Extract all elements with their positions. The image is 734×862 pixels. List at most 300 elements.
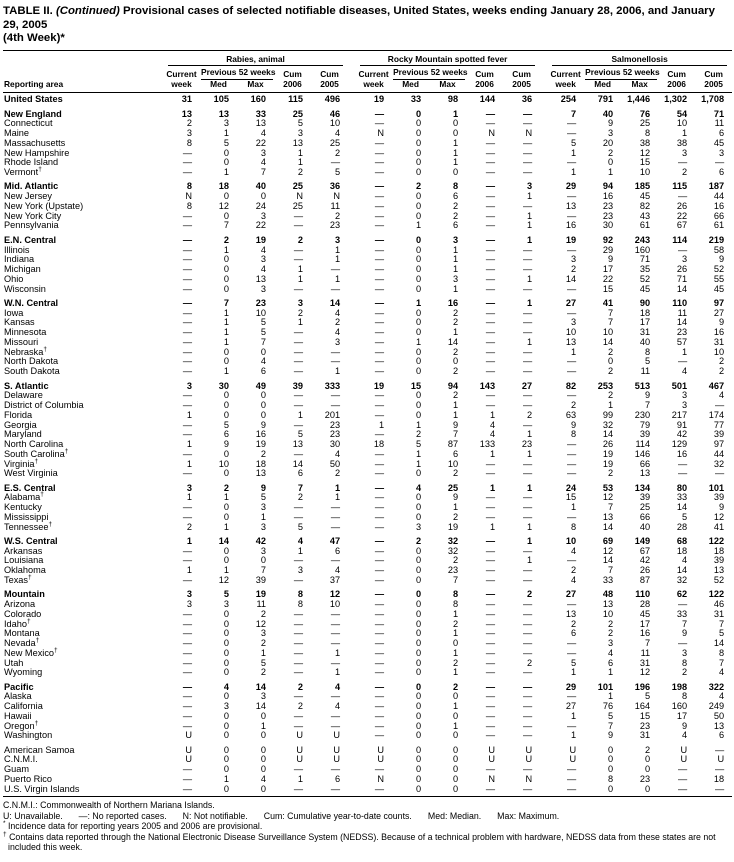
- value-cell: 2: [452, 618, 459, 629]
- value-cell: 18: [255, 458, 266, 469]
- reporting-area-cell: New York City: [4, 210, 62, 221]
- value-cell: N: [525, 128, 533, 139]
- value-cell: —: [374, 327, 385, 338]
- value-cell: 1: [527, 482, 533, 493]
- value-cell: —: [374, 521, 385, 532]
- value-cell: 19: [447, 521, 459, 532]
- value-cell: —: [182, 273, 192, 284]
- value-cell: 9: [645, 390, 651, 401]
- value-cell: —: [374, 244, 385, 255]
- legend-item: U: Unavailable.: [3, 810, 63, 821]
- value-cell: —: [182, 647, 192, 658]
- table-row: [3, 430, 732, 440]
- value-cell: —: [374, 336, 385, 347]
- group-gap: [348, 722, 355, 732]
- value-cell: —: [293, 220, 303, 231]
- value-cell: —: [485, 283, 496, 294]
- value-cell: 0: [452, 638, 459, 649]
- value-cell: —: [293, 638, 303, 649]
- dagger-marker: †: [40, 491, 44, 499]
- group-gap: [348, 168, 355, 178]
- group-gap: [348, 566, 355, 576]
- value-cell: —: [485, 783, 496, 794]
- value-cell: 0: [415, 691, 422, 702]
- value-cell: 6: [223, 429, 229, 440]
- value-cell: —: [522, 283, 533, 294]
- value-cell: 144: [479, 94, 496, 105]
- value-cell: 18: [218, 181, 229, 192]
- group-gap: [540, 450, 547, 460]
- reporting-area-cell: Tennessee†: [4, 520, 53, 532]
- value-cell: 0: [452, 764, 459, 775]
- group-gap: [540, 338, 547, 348]
- value-cell: —: [293, 448, 303, 459]
- dagger-marker: †: [34, 719, 39, 727]
- value-cell: 164: [634, 701, 651, 712]
- value-cell: 26: [602, 439, 614, 449]
- table-row: [3, 712, 732, 722]
- col-header-prev52: Previous 52 weeks: [392, 66, 466, 80]
- reporting-area-cell: Montana: [4, 628, 40, 639]
- value-cell: 66: [713, 210, 725, 221]
- value-cell: 4: [260, 356, 266, 367]
- value-cell: 29: [565, 681, 577, 692]
- value-cell: 7: [223, 297, 229, 308]
- title-continued: (Continued): [55, 5, 120, 17]
- group-gap: [348, 348, 355, 358]
- value-cell: 18: [639, 307, 651, 318]
- value-cell: 333: [324, 380, 341, 391]
- reporting-area-cell: Illinois: [4, 244, 30, 255]
- table-row: [3, 440, 732, 450]
- value-cell: 15: [639, 710, 651, 721]
- value-cell: —: [374, 589, 385, 600]
- value-cell: 45: [639, 283, 651, 294]
- value-cell: 0: [415, 574, 422, 585]
- table-row: [3, 586, 732, 600]
- table-row: [3, 765, 732, 775]
- value-cell: —: [182, 574, 192, 585]
- value-cell: 1: [527, 220, 533, 231]
- group-gap: [540, 566, 547, 576]
- value-cell: 2: [452, 511, 459, 522]
- value-cell: 1: [415, 220, 422, 231]
- value-cell: 3: [186, 380, 192, 391]
- col-header-2005: 2005: [503, 80, 540, 93]
- value-cell: 0: [415, 618, 422, 629]
- title-week-line: (4th Week)*: [3, 32, 65, 45]
- value-cell: 13: [713, 720, 725, 731]
- table-row: [3, 294, 732, 308]
- value-cell: 501: [671, 380, 688, 391]
- value-cell: 0: [415, 783, 422, 794]
- value-cell: 0: [645, 754, 651, 765]
- value-cell: —: [374, 608, 385, 619]
- group-gap: [540, 348, 547, 358]
- table-row: [3, 309, 732, 319]
- value-cell: 33: [676, 492, 688, 503]
- value-cell: —: [566, 128, 577, 139]
- group-gap: [348, 202, 355, 212]
- value-cell: —: [293, 618, 303, 629]
- value-cell: U: [296, 744, 303, 755]
- value-cell: —: [485, 589, 496, 600]
- value-cell: —: [330, 608, 341, 619]
- value-cell: 23: [329, 220, 341, 231]
- dagger-marker: †: [28, 573, 32, 581]
- value-cell: 4: [334, 128, 341, 139]
- group-gap: [348, 639, 355, 649]
- value-cell: —: [182, 234, 192, 245]
- value-cell: —: [374, 468, 385, 479]
- value-cell: 5: [719, 628, 725, 639]
- value-cell: —: [485, 681, 496, 692]
- group-gap: [540, 741, 547, 755]
- table-row: [3, 741, 732, 755]
- value-cell: 9: [571, 419, 577, 430]
- value-cell: 7: [608, 317, 614, 328]
- footnote-asterisk: * Incidence data for reporting years 2005 and 2006 are provisional.: [3, 820, 263, 832]
- value-cell: —: [374, 681, 385, 692]
- value-cell: 9: [452, 419, 459, 430]
- value-cell: 36: [329, 181, 341, 192]
- value-cell: 9: [608, 254, 614, 265]
- value-cell: 2: [527, 409, 533, 420]
- value-cell: 5: [260, 657, 266, 668]
- value-cell: 3: [682, 147, 688, 158]
- table-row: [3, 639, 732, 649]
- value-cell: —: [566, 191, 577, 202]
- value-cell: 2: [452, 681, 459, 692]
- value-cell: —: [485, 511, 496, 522]
- value-cell: —: [522, 783, 533, 794]
- value-cell: 38: [676, 137, 688, 148]
- reporting-area-cell: New Hampshire: [4, 147, 70, 158]
- value-cell: 25: [292, 108, 303, 119]
- value-cell: —: [374, 307, 385, 318]
- table-row: [3, 92, 732, 105]
- value-cell: 1: [452, 108, 459, 119]
- value-cell: 0: [415, 210, 422, 221]
- value-cell: 50: [713, 710, 725, 721]
- value-cell: U: [185, 730, 192, 741]
- value-cell: 3: [186, 128, 192, 139]
- value-cell: 5: [260, 492, 266, 503]
- reporting-area-cell: Michigan: [4, 264, 41, 275]
- table-row: [3, 731, 732, 741]
- value-cell: 4: [571, 574, 577, 585]
- value-cell: 1: [682, 346, 688, 357]
- value-cell: 17: [602, 264, 614, 275]
- value-cell: —: [182, 390, 192, 401]
- value-cell: 10: [329, 118, 341, 129]
- group-gap: [348, 460, 355, 470]
- table-row: [3, 285, 732, 295]
- value-cell: —: [182, 254, 192, 265]
- value-cell: 7: [297, 482, 303, 493]
- value-cell: 0: [415, 657, 422, 668]
- group-gap: [540, 610, 547, 620]
- value-cell: 2: [682, 167, 688, 178]
- value-cell: —: [522, 147, 533, 158]
- value-cell: —: [566, 468, 577, 479]
- value-cell: —: [374, 720, 385, 731]
- value-cell: —: [566, 599, 577, 610]
- value-cell: 7: [608, 720, 614, 731]
- value-cell: 22: [602, 273, 614, 284]
- value-cell: 2: [719, 366, 725, 377]
- value-cell: —: [182, 356, 192, 367]
- value-cell: —: [374, 317, 385, 328]
- value-cell: 31: [181, 94, 192, 105]
- value-cell: 0: [260, 710, 266, 721]
- value-cell: 1: [297, 273, 303, 284]
- value-cell: —: [374, 458, 385, 469]
- value-cell: 23: [329, 419, 341, 430]
- legend-item: Cum: Cumulative year-to-date counts.: [263, 810, 412, 821]
- group-gap: [540, 66, 547, 80]
- group-gap: [348, 192, 355, 202]
- value-cell: 143: [479, 380, 496, 391]
- value-cell: 1: [415, 336, 422, 347]
- group-label: Rocky Mountain spotted fever: [360, 55, 535, 67]
- value-cell: —: [485, 390, 496, 401]
- value-cell: 76: [602, 701, 614, 712]
- table-row: [3, 401, 732, 411]
- table-row: [3, 158, 732, 168]
- group-gap: [348, 712, 355, 722]
- value-cell: —: [293, 667, 303, 678]
- value-cell: —: [374, 535, 385, 546]
- value-cell: 2: [452, 390, 459, 401]
- value-cell: —: [182, 657, 192, 668]
- group-gap: [540, 600, 547, 610]
- group-gap: [348, 377, 355, 391]
- value-cell: —: [485, 535, 496, 546]
- value-cell: 1: [452, 502, 459, 513]
- value-cell: —: [485, 356, 496, 367]
- value-cell: 0: [415, 118, 422, 129]
- value-cell: U: [185, 754, 192, 765]
- col-header-2006: 2006: [466, 80, 503, 93]
- value-cell: 8: [719, 647, 725, 658]
- value-cell: 253: [597, 380, 614, 391]
- value-cell: 3: [223, 701, 229, 712]
- value-cell: 1: [452, 283, 459, 294]
- value-cell: 25: [292, 200, 303, 211]
- value-cell: 4: [719, 390, 725, 401]
- col-header-max: Max: [237, 80, 274, 93]
- value-cell: —: [566, 647, 577, 658]
- value-cell: —: [330, 400, 341, 410]
- dagger-marker: †: [34, 457, 39, 465]
- group-label: Salmonellosis: [552, 55, 727, 67]
- col-header-max: Max: [429, 80, 466, 93]
- value-cell: 0: [415, 681, 422, 692]
- value-cell: 37: [329, 574, 341, 585]
- value-cell: U: [525, 744, 533, 755]
- table-row: [3, 556, 732, 566]
- value-cell: 0: [223, 448, 229, 459]
- value-cell: 2: [334, 317, 341, 328]
- value-cell: 52: [713, 574, 725, 585]
- value-cell: 24: [565, 482, 577, 493]
- value-cell: —: [374, 647, 385, 658]
- value-cell: 1: [260, 720, 266, 731]
- value-cell: 4: [489, 419, 496, 430]
- value-cell: 1: [527, 535, 533, 546]
- reporting-area-cell: Pacific: [4, 681, 34, 692]
- value-cell: 8: [452, 589, 459, 600]
- value-cell: 25: [447, 482, 459, 493]
- value-cell: 0: [415, 628, 422, 639]
- value-cell: 4: [682, 730, 688, 741]
- table-row: [3, 722, 732, 732]
- value-cell: 13: [639, 468, 651, 479]
- value-cell: —: [182, 429, 192, 440]
- value-cell: 1: [452, 254, 459, 265]
- value-cell: 3: [223, 118, 229, 129]
- group-gap: [540, 702, 547, 712]
- value-cell: —: [374, 599, 385, 610]
- value-cell: 32: [676, 574, 688, 585]
- group-gap: [540, 659, 547, 669]
- value-cell: 322: [708, 681, 725, 692]
- value-cell: 5: [297, 429, 303, 440]
- reporting-area-cell: American Samoa: [4, 744, 75, 755]
- value-cell: —: [293, 710, 303, 721]
- value-cell: 6: [452, 220, 459, 231]
- group-gap: [540, 785, 547, 797]
- reporting-area-cell: Missouri: [4, 336, 39, 347]
- value-cell: 467: [708, 380, 725, 391]
- value-cell: 0: [415, 589, 422, 600]
- reporting-area-cell: Kansas: [4, 317, 35, 328]
- value-cell: 2: [452, 346, 459, 357]
- value-cell: 14: [602, 521, 614, 532]
- reporting-area-cell: District of Columbia: [4, 400, 84, 410]
- value-cell: 1: [452, 647, 459, 658]
- value-cell: —: [182, 608, 192, 619]
- value-cell: 1: [223, 317, 229, 328]
- value-cell: —: [485, 492, 496, 503]
- value-cell: 134: [634, 482, 651, 493]
- value-cell: —: [522, 118, 533, 129]
- value-cell: 1: [223, 244, 229, 255]
- value-cell: 1: [223, 336, 229, 347]
- value-cell: 115: [288, 94, 303, 105]
- value-cell: 0: [415, 307, 422, 318]
- value-cell: 1: [334, 482, 341, 493]
- value-cell: —: [485, 555, 496, 566]
- value-cell: 7: [452, 429, 459, 440]
- value-cell: —: [485, 167, 496, 178]
- value-cell: —: [182, 691, 192, 702]
- column-header-row: [3, 80, 732, 93]
- group-gap: [540, 722, 547, 732]
- value-cell: 3: [608, 128, 614, 139]
- table-row: [3, 246, 732, 256]
- value-cell: 0: [415, 254, 422, 265]
- value-cell: 0: [223, 409, 229, 420]
- value-cell: —: [374, 710, 385, 721]
- value-cell: 1: [571, 502, 577, 513]
- value-cell: 19: [255, 439, 266, 449]
- value-cell: 3: [260, 147, 266, 158]
- value-cell: —: [182, 210, 192, 221]
- value-cell: 3: [452, 234, 459, 245]
- value-cell: 4: [415, 482, 422, 493]
- value-cell: —: [374, 657, 385, 668]
- value-cell: U: [296, 754, 303, 765]
- value-cell: 3: [682, 390, 688, 401]
- value-cell: 10: [602, 608, 614, 619]
- table-row: [3, 692, 732, 702]
- value-cell: 7: [645, 638, 651, 649]
- table-row: [3, 367, 732, 377]
- value-cell: 14: [676, 565, 688, 576]
- value-cell: —: [182, 419, 192, 430]
- value-cell: 0: [223, 783, 229, 794]
- value-cell: 8: [186, 181, 192, 192]
- value-cell: —: [293, 356, 303, 367]
- col-header-cum: Cum: [283, 69, 302, 80]
- value-cell: —: [485, 220, 496, 231]
- value-cell: —: [566, 390, 577, 401]
- reporting-area-cell: California: [4, 701, 43, 712]
- value-cell: 10: [676, 118, 688, 129]
- value-cell: 254: [560, 94, 577, 105]
- reporting-area-cell: Nebraska†: [4, 345, 47, 357]
- group-gap: [540, 440, 547, 450]
- reporting-area-cell: E.N. Central: [4, 234, 57, 245]
- value-cell: 1: [527, 336, 533, 347]
- value-cell: —: [182, 618, 192, 629]
- value-cell: 2: [608, 346, 614, 357]
- value-cell: —: [485, 691, 496, 702]
- table-row: [3, 785, 732, 797]
- value-cell: 0: [452, 773, 459, 784]
- value-cell: —: [522, 244, 533, 255]
- value-cell: 0: [223, 638, 229, 649]
- value-cell: 0: [223, 502, 229, 513]
- value-cell: 36: [521, 94, 533, 105]
- value-cell: 1: [297, 157, 303, 168]
- table-row: [3, 348, 732, 358]
- value-cell: —: [485, 273, 496, 284]
- group-gap: [348, 479, 355, 493]
- value-cell: 22: [676, 210, 688, 221]
- value-cell: 29: [602, 244, 614, 255]
- value-cell: 0: [415, 667, 422, 678]
- value-cell: —: [374, 297, 385, 308]
- value-cell: —: [293, 720, 303, 731]
- value-cell: 80: [676, 482, 688, 493]
- value-cell: 0: [415, 317, 422, 328]
- value-cell: 1: [223, 492, 229, 503]
- value-cell: 12: [329, 589, 341, 600]
- value-cell: —: [374, 482, 385, 493]
- value-cell: 8: [186, 200, 192, 211]
- value-cell: —: [522, 254, 533, 265]
- value-cell: 2: [415, 535, 422, 546]
- value-cell: 7: [719, 618, 725, 629]
- value-cell: —: [293, 647, 303, 658]
- reporting-area-cell: Indiana: [4, 254, 35, 265]
- value-cell: —: [485, 254, 496, 265]
- value-cell: 129: [671, 439, 688, 449]
- value-cell: 0: [452, 754, 459, 765]
